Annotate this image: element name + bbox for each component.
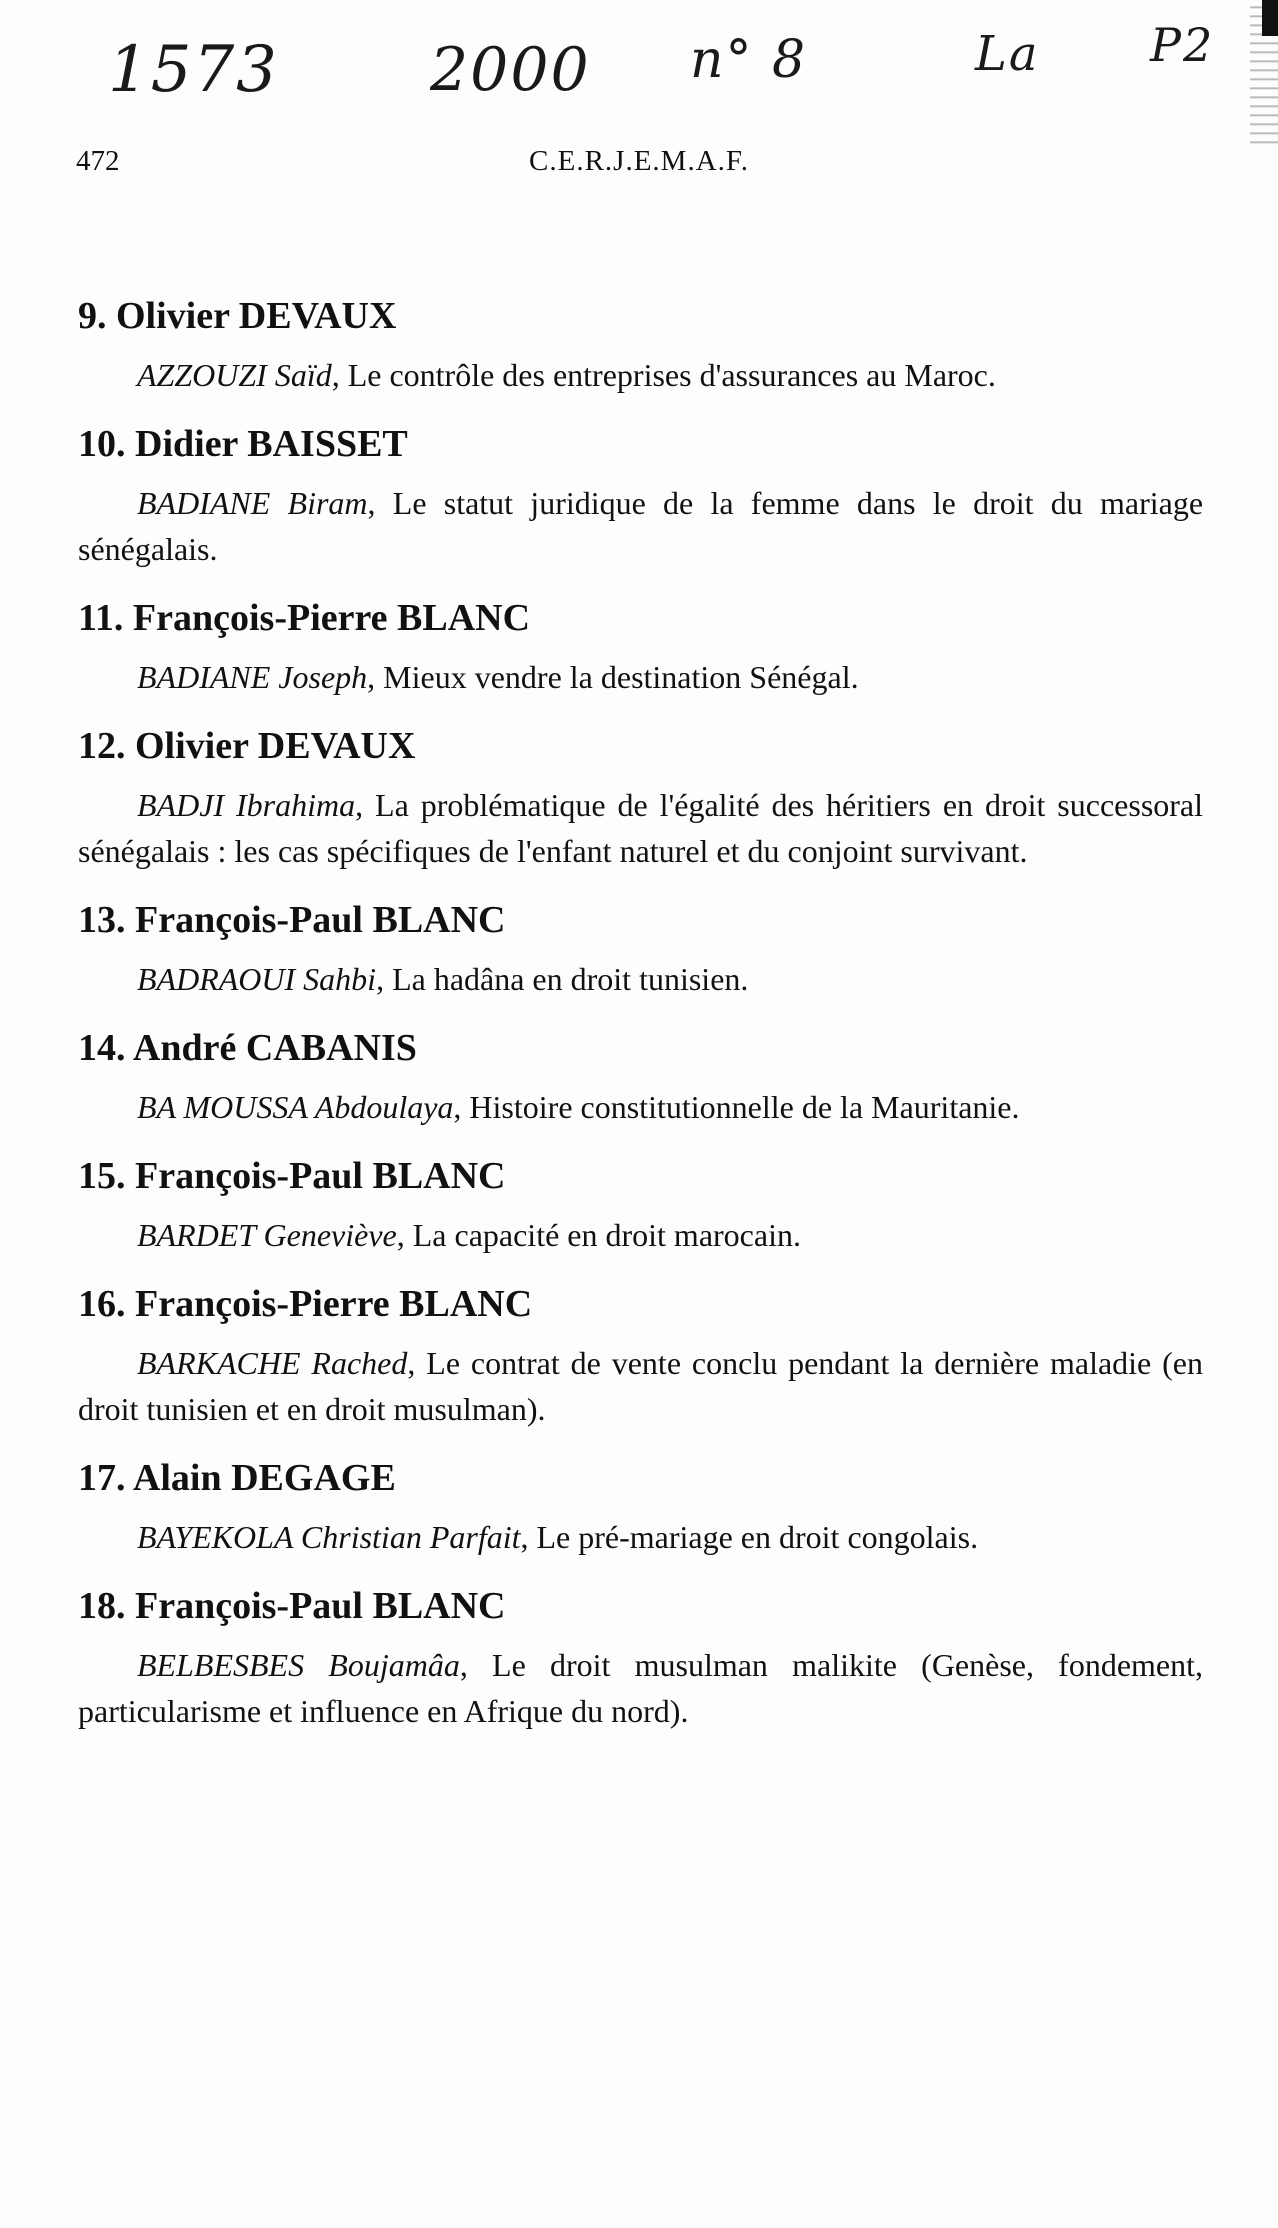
entry-heading [78,896,1203,944]
handwritten-note: P2 [1150,18,1215,72]
student-name: BA MOUSSA Abdoulaya [137,1089,454,1125]
list-item [78,1280,1203,1432]
entry-number: 16. [78,1283,126,1325]
supervisor-name: Olivier DEVAUX [116,295,397,337]
entry-number: 9. [78,295,107,337]
thesis-title: Le contrat de vente conclu pendant la dernière maladie (en droit tunisien et en droit musulman). [78,1345,1204,1427]
entry-number: 11. [78,597,124,639]
entry-body: BARKACHE Rached, Le contrat de vente conclu pendant la dernière maladie (en droit tunisien et en droit musulman). [78,1345,1204,1427]
student-name: BARKACHE Rached [137,1345,408,1381]
entry-heading [78,420,1203,468]
student-name: BARDET Geneviève [137,1217,397,1253]
list-item [78,292,1203,398]
entry-number: 14. [78,1027,126,1069]
entry-heading [78,1024,1203,1072]
entry-number: 15. [78,1155,126,1197]
handwritten-note: 2000 [430,35,591,105]
list-item [78,722,1203,874]
entry-body: BADIANE Biram, Le statut juridique de la femme dans le droit du mariage sénégalais. [78,485,1204,567]
student-name: BADIANE Biram [137,485,368,521]
supervisor-name: André CABANIS [132,1027,417,1069]
entry-body: BELBESBES Boujamâa, Le droit musulman malikite (Genèse, fondement, particularisme et influence en Afrique du nord). [78,1647,1204,1729]
supervisor-name: François-Pierre BLANC [132,597,531,639]
entry-number: 10. [78,423,126,465]
supervisor-name: François-Paul BLANC [135,899,506,941]
list-item [78,1582,1203,1734]
supervisor-name: François-Pierre BLANC [135,1283,533,1325]
handwritten-note: n° 8 [690,30,808,90]
running-head [76,145,1202,185]
entry-heading [78,1152,1203,1200]
entry-heading [78,292,1203,340]
list-item [78,1454,1203,1560]
entry-body: BADIANE Joseph, Mieux vendre la destination Sénégal. [137,659,859,695]
entry-heading [78,1454,1203,1502]
scan-corner-mark [1262,0,1278,36]
thesis-title: Le pré-mariage en droit congolais. [536,1519,979,1555]
list-item [78,896,1203,1002]
entry-body: BAYEKOLA Christian Parfait, Le pré-mariage en droit congolais. [137,1519,979,1555]
thesis-title: Le contrôle des entreprises d'assurances au Maroc. [347,357,996,393]
handwritten-note: 1573 [108,33,279,107]
supervisor-name: François-Paul BLANC [135,1585,506,1627]
list-item [78,1024,1203,1130]
page-number: 472 [76,145,120,177]
entry-number: 13. [78,899,126,941]
entry-heading [78,722,1203,770]
thesis-title: Le droit musulman malikite (Genèse, fondement, particularisme et influence en Afrique du nord). [78,1647,1204,1729]
student-name: BADJI Ibrahima [137,787,356,823]
entry-heading [78,1582,1203,1630]
thesis-list [78,292,1203,1756]
entry-heading [78,1280,1203,1328]
thesis-title: La hadâna en droit tunisien. [392,961,749,997]
thesis-title: Histoire constitutionnelle de la Mauritanie. [469,1089,1020,1125]
supervisor-name: Alain DEGAGE [132,1457,396,1499]
thesis-title: Mieux vendre la destination Sénégal. [383,659,859,695]
list-item [78,420,1203,572]
entry-body: BADRAOUI Sahbi, La hadâna en droit tunisien. [137,961,749,997]
student-name: AZZOUZI Saïd [137,357,332,393]
entry-body: BARDET Geneviève, La capacité en droit marocain. [137,1217,801,1253]
list-item [78,1152,1203,1258]
entry-number: 17. [78,1457,126,1499]
list-item [78,594,1203,700]
entry-number: 18. [78,1585,126,1627]
student-name: BADIANE Joseph [137,659,368,695]
thesis-title: La capacité en droit marocain. [412,1217,801,1253]
entry-number: 12. [78,725,126,767]
student-name: BADRAOUI Sahbi [137,961,377,997]
entry-heading [78,594,1203,642]
supervisor-name: Didier BAISSET [135,423,408,465]
entry-body: AZZOUZI Saïd, Le contrôle des entreprises d'assurances au Maroc. [137,357,996,393]
handwritten-note: La [975,26,1040,82]
entry-body: BADJI Ibrahima, La problématique de l'égalité des héritiers en droit successoral sénégalais : les cas spécifiques de l'enfant naturel et du conjoint survivant. [78,787,1204,869]
thesis-title: La problématique de l'égalité des héritiers en droit successoral sénégalais : les cas spécifiques de l'enfant naturel et du conjoint survivant. [78,787,1204,869]
entry-body: BA MOUSSA Abdoulaya, Histoire constitutionnelle de la Mauritanie. [137,1089,1020,1125]
journal-title: C.E.R.J.E.M.A.F. [529,145,749,177]
supervisor-name: Olivier DEVAUX [135,725,416,767]
student-name: BAYEKOLA Christian Parfait [137,1519,521,1555]
student-name: BELBESBES Boujamâa [137,1647,460,1683]
supervisor-name: François-Paul BLANC [135,1155,506,1197]
thesis-title: Le statut juridique de la femme dans le droit du mariage sénégalais. [78,485,1204,567]
